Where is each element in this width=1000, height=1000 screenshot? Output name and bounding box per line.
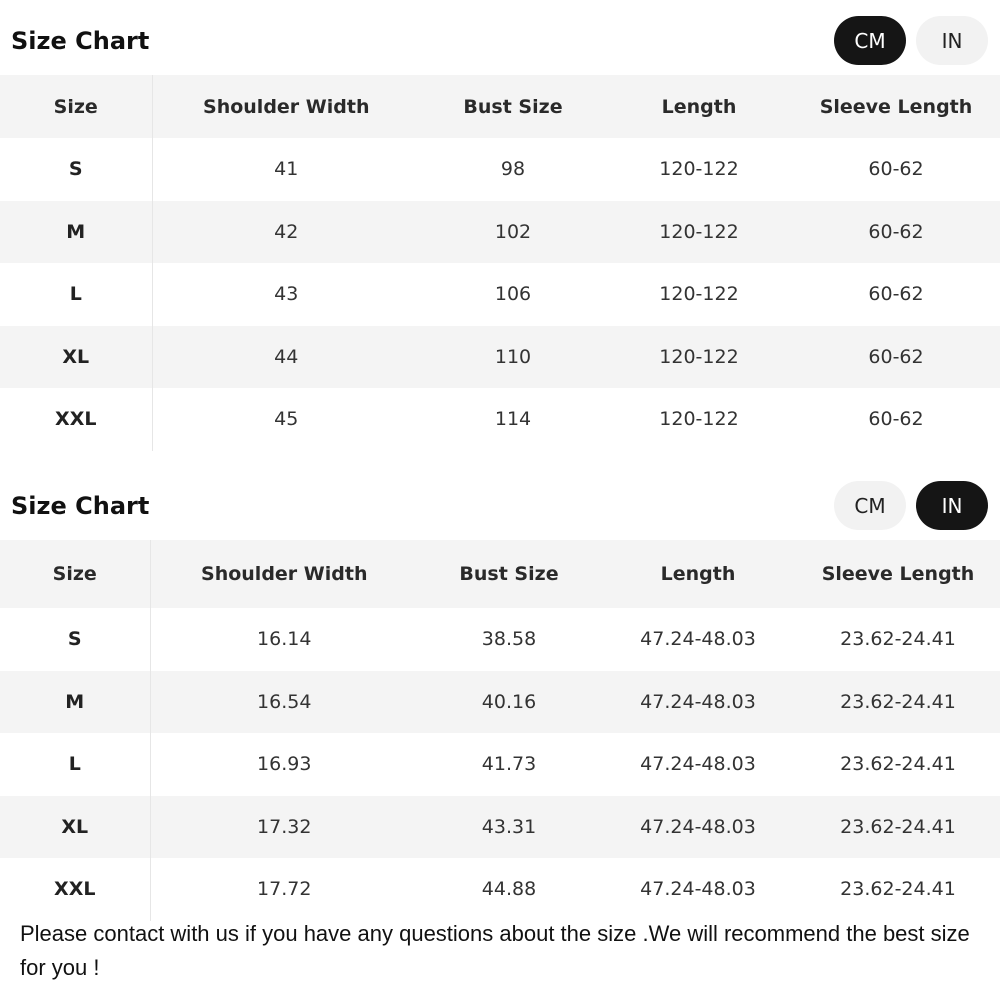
table-header-row — [0, 75, 1000, 138]
column-header-bust-size: Bust Size — [463, 95, 563, 118]
size-cell: M — [0, 671, 150, 734]
unit-cm-button[interactable]: CM — [834, 16, 906, 65]
size-cell: XL — [0, 326, 152, 389]
column-header-bust-size: Bust Size — [459, 563, 559, 585]
table-row — [0, 326, 1000, 389]
column-header-size: Size — [0, 540, 150, 608]
bust-size-cell: 40.16 — [481, 690, 537, 713]
size-cell: M — [0, 201, 152, 264]
length-cell: 47.24-48.03 — [640, 628, 756, 651]
shoulder-width-cell: 41 — [274, 158, 299, 181]
sleeve-length-cell: 60-62 — [868, 408, 924, 431]
shoulder-width-cell: 17.72 — [257, 878, 312, 901]
bust-size-cell: 44.88 — [481, 878, 537, 901]
chart-header — [0, 465, 1000, 540]
length-cell: 120-122 — [659, 408, 739, 431]
shoulder-width-cell: 17.32 — [257, 815, 312, 838]
length-cell: 120-122 — [659, 345, 739, 368]
table-row — [0, 388, 1000, 451]
shoulder-width-cell: 16.14 — [257, 628, 312, 651]
chart-title: Size Chart — [11, 27, 150, 55]
unit-toggle — [834, 481, 988, 530]
shoulder-width-cell: 44 — [274, 345, 299, 368]
length-cell: 120-122 — [659, 158, 739, 181]
unit-in-button[interactable]: IN — [916, 16, 988, 65]
sleeve-length-cell: 60-62 — [868, 345, 924, 368]
bust-size-cell: 98 — [500, 158, 526, 181]
sleeve-length-cell: 23.62-24.41 — [840, 690, 956, 713]
unit-in-button[interactable]: IN — [916, 481, 988, 530]
table-row — [0, 263, 1000, 326]
bust-size-cell: 110 — [494, 345, 532, 368]
length-cell: 47.24-48.03 — [640, 815, 756, 838]
shoulder-width-cell: 16.54 — [257, 690, 312, 713]
bust-size-cell: 114 — [494, 408, 532, 431]
length-cell: 47.24-48.03 — [640, 878, 756, 901]
size-cell: XL — [0, 796, 150, 859]
table-row — [0, 138, 1000, 201]
column-header-sleeve-length: Sleeve Length — [821, 563, 975, 585]
size-chart-cm — [0, 0, 1000, 451]
size-cell: S — [0, 138, 152, 201]
size-cell: L — [0, 263, 152, 326]
length-cell: 120-122 — [659, 220, 739, 243]
column-header-shoulder-width: Shoulder Width — [201, 563, 368, 585]
size-cell: XXL — [0, 858, 150, 921]
sleeve-length-cell: 23.62-24.41 — [840, 878, 956, 901]
size-table — [0, 540, 1000, 921]
sleeve-length-cell: 60-62 — [868, 220, 924, 243]
bust-size-cell: 102 — [494, 220, 532, 243]
table-row — [0, 608, 1000, 671]
chart-header — [0, 0, 1000, 75]
sleeve-length-cell: 23.62-24.41 — [840, 815, 956, 838]
table-row — [0, 858, 1000, 921]
unit-toggle — [834, 16, 988, 65]
sleeve-length-cell: 23.62-24.41 — [840, 753, 956, 776]
chart-title: Size Chart — [11, 492, 150, 520]
bust-size-cell: 106 — [494, 283, 532, 306]
shoulder-width-cell: 45 — [274, 408, 299, 431]
size-table — [0, 75, 1000, 451]
bust-size-cell: 41.73 — [481, 753, 537, 776]
unit-cm-button[interactable]: CM — [834, 481, 906, 530]
bust-size-cell: 43.31 — [481, 815, 537, 838]
column-header-length: Length — [661, 95, 737, 118]
table-row — [0, 733, 1000, 796]
column-header-sleeve-length: Sleeve Length — [819, 95, 973, 118]
length-cell: 120-122 — [659, 283, 739, 306]
contact-note: Please contact with us if you have any questions about the size .We will recommend the best size for you ! — [20, 921, 970, 980]
length-cell: 47.24-48.03 — [640, 753, 756, 776]
table-header-row — [0, 540, 1000, 608]
bust-size-cell: 38.58 — [481, 628, 537, 651]
column-header-shoulder-width: Shoulder Width — [203, 95, 370, 118]
sleeve-length-cell: 60-62 — [868, 283, 924, 306]
table-row — [0, 671, 1000, 734]
size-cell: XXL — [0, 388, 152, 451]
sleeve-length-cell: 60-62 — [868, 158, 924, 181]
shoulder-width-cell: 16.93 — [257, 753, 312, 776]
shoulder-width-cell: 42 — [274, 220, 299, 243]
table-row — [0, 201, 1000, 264]
table-row — [0, 796, 1000, 859]
shoulder-width-cell: 43 — [274, 283, 299, 306]
column-header-size: Size — [0, 75, 152, 138]
length-cell: 47.24-48.03 — [640, 690, 756, 713]
sleeve-length-cell: 23.62-24.41 — [840, 628, 956, 651]
size-cell: L — [0, 733, 150, 796]
size-chart-in — [0, 465, 1000, 921]
column-header-length: Length — [660, 563, 736, 585]
size-cell: S — [0, 608, 150, 671]
